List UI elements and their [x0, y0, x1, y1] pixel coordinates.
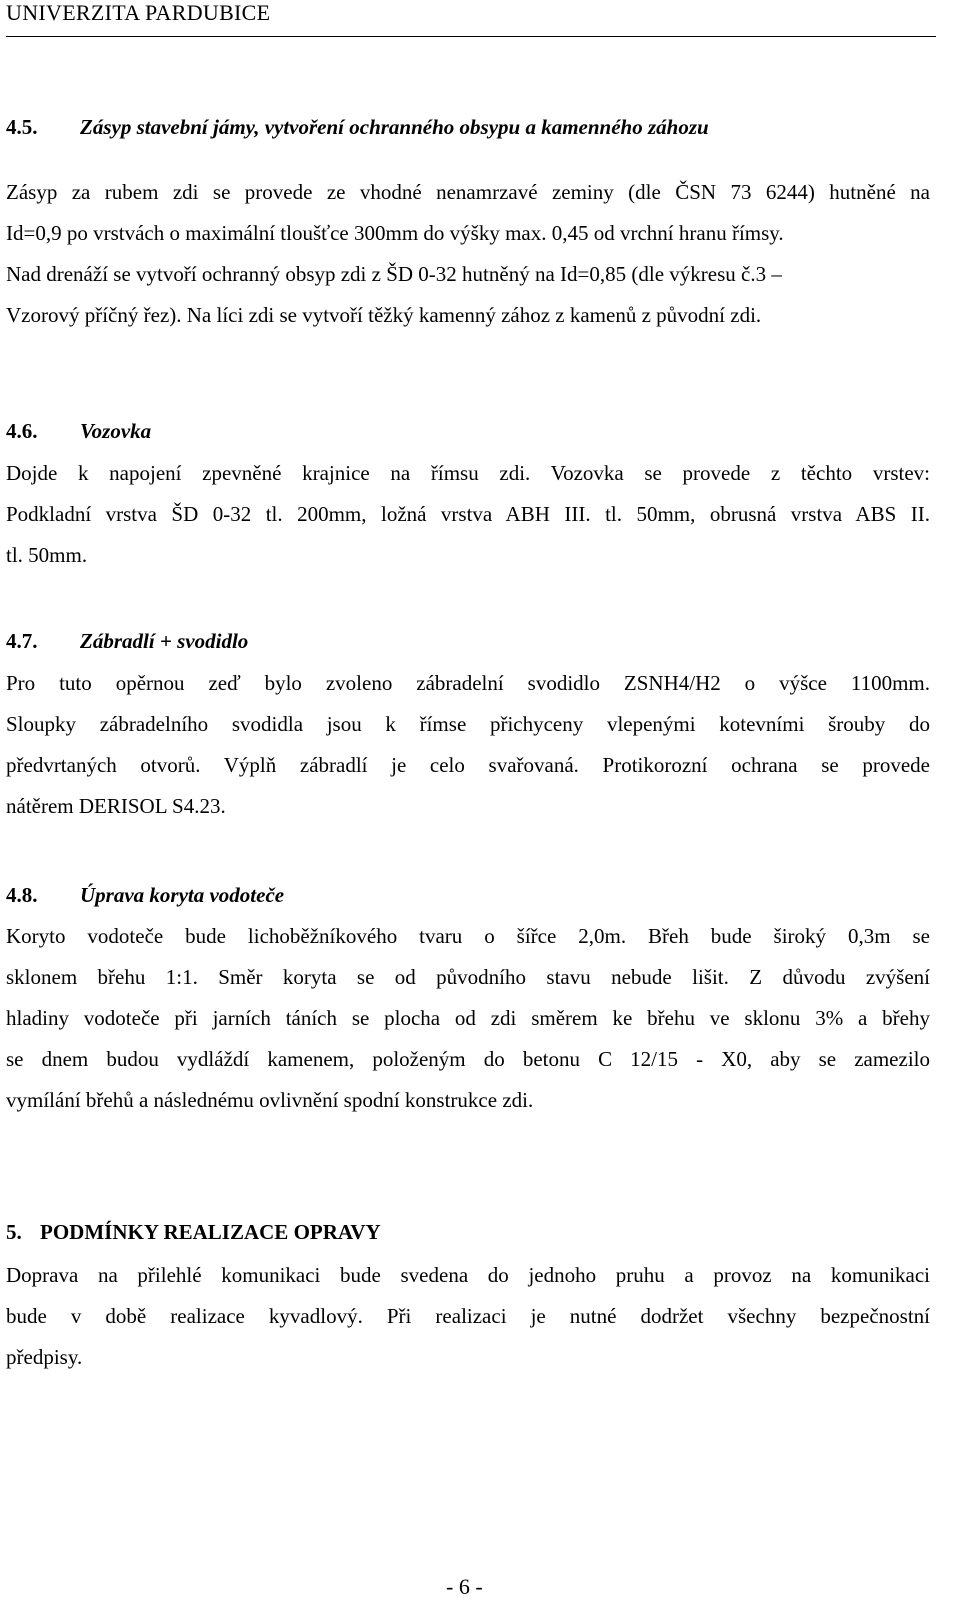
paragraph-line: bude v době realizace kyvadlový. Při realizaci je nutné dodržet všechny bezpečnostní	[6, 1304, 930, 1328]
paragraph-line: Sloupky zábradelního svodidla jsou k římse přichyceny vlepenými kotevními šrouby do	[6, 712, 930, 736]
section-heading-4-5	[6, 114, 709, 140]
paragraph-line: Dojde k napojení zpevněné krajnice na římsu zdi. Vozovka se provede z těchto vrstev:	[6, 461, 930, 485]
section-heading-4-7	[6, 628, 248, 654]
paragraph-line: Zásyp za rubem zdi se provede ze vhodné nenamrzavé zeminy (dle ČSN 73 6244) hutněné na	[6, 180, 930, 204]
page-number: - 6 -	[446, 1574, 483, 1599]
section-heading-5	[6, 1219, 381, 1245]
section-number: 4.5.	[6, 115, 38, 139]
paragraph-line: nátěrem DERISOL S4.23.	[6, 794, 226, 818]
section-title: Zásyp stavební jámy, vytvoření ochranného obsypu a kamenného záhozu	[80, 115, 709, 139]
paragraph-line: sklonem břehu 1:1. Směr koryta se od původního stavu nebude lišit. Z důvodu zvýšení	[6, 965, 930, 989]
paragraph-line: předpisy.	[6, 1345, 83, 1369]
paragraph-line: předvrtaných otvorů. Výplň zábradlí je celo svařovaná. Protikorozní ochrana se provede	[6, 753, 930, 777]
section-heading-4-6	[6, 418, 151, 444]
paragraph-line: Id=0,9 po vrstvách o maximální tloušťce 300mm do výšky max. 0,45 od vrchní hranu římsy.	[6, 221, 784, 245]
header-rule	[6, 36, 936, 37]
section-paragraph-5	[6, 1255, 930, 1378]
document-header: UNIVERZITA PARDUBICE	[6, 0, 271, 25]
section-number: 5.	[6, 1220, 22, 1244]
section-title: PODMÍNKY REALIZACE OPRAVY	[40, 1220, 381, 1244]
paragraph-line: Pro tuto opěrnou zeď bylo zvoleno zábradelní svodidlo ZSNH4/H2 o výšce 1100mm.	[6, 671, 930, 695]
section-paragraph-4-8	[6, 916, 930, 1121]
paragraph-line: vymílání břehů a následnému ovlivnění spodní konstrukce zdi.	[6, 1088, 534, 1112]
section-number: 4.8.	[6, 883, 38, 907]
section-number: 4.7.	[6, 629, 38, 653]
paragraph-line: Vzorový příčný řez). Na líci zdi se vytvoří těžký kamenný zához z kamenů z původní zdi.	[6, 303, 762, 327]
paragraph-line: Koryto vodoteče bude lichoběžníkového tvaru o šířce 2,0m. Břeh bude široký 0,3m se	[6, 924, 930, 948]
paragraph-line: Doprava na přilehlé komunikaci bude svedena do jednoho pruhu a provoz na komunikaci	[6, 1263, 930, 1287]
section-number: 4.6.	[6, 419, 38, 443]
paragraph-line: Podkladní vrstva ŠD 0-32 tl. 200mm, ložná vrstva ABH III. tl. 50mm, obrusná vrstva ABS II.	[6, 502, 930, 526]
section-paragraph-4-7	[6, 663, 930, 827]
section-title: Zábradlí + svodidlo	[80, 629, 249, 653]
paragraph-line: tl. 50mm.	[6, 543, 88, 567]
section-paragraph-4-6	[6, 453, 930, 576]
section-heading-4-8	[6, 882, 284, 908]
section-title: Úprava koryta vodoteče	[80, 883, 285, 907]
paragraph-line: se dnem budou vydláždí kamenem, položeným do betonu C 12/15 - X0, aby se zamezilo	[6, 1047, 930, 1071]
section-paragraph-4-5	[6, 172, 930, 336]
paragraph-line: Nad drenáží se vytvoří ochranný obsyp zdi z ŠD 0-32 hutněný na Id=0,85 (dle výkresu č.3 –	[6, 262, 782, 286]
paragraph-line: hladiny vodoteče při jarních táních se plocha od zdi směrem ke břehu ve sklonu 3% a břehy	[6, 1006, 930, 1030]
section-title: Vozovka	[80, 419, 152, 443]
